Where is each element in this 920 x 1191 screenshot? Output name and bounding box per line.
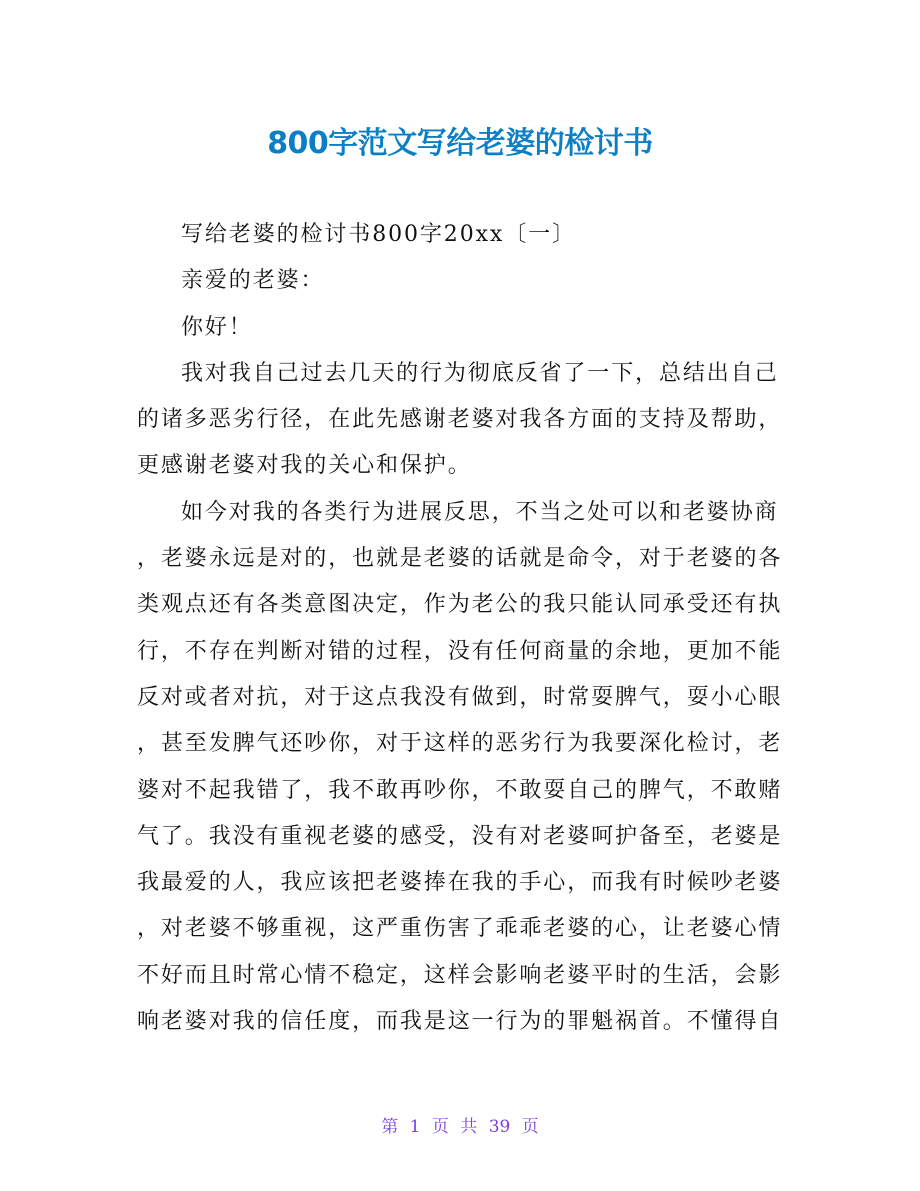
text-line: 我对我自己过去几天的行为彻底反省了一下，总结出自己 <box>181 360 779 386</box>
text-line: 婆对不起我错了，我不敢再吵你，不敢耍自己的脾气，不敢赌 <box>137 777 783 803</box>
text-line: 行，不存在判断对错的过程，没有任何商量的余地，更加不能 <box>137 638 783 664</box>
text-line: ，老婆永远是对的，也就是老婆的话就是命令，对于老婆的各 <box>137 546 783 572</box>
text-line: 你好！ <box>181 314 253 340</box>
text-line: 更感谢老婆对我的关心和保护。 <box>137 453 472 479</box>
text-line: 写给老婆的检讨书800字20xx〔一〕 <box>181 222 576 247</box>
text-line: 亲爱的老婆： <box>181 268 325 294</box>
text-line: 反对或者对抗，对于这点我没有做到，时常耍脾气，耍小心眼 <box>137 684 783 710</box>
text-line: ，甚至发脾气还吵你，对于这样的恶劣行为我要深化检讨，老 <box>137 731 783 757</box>
text-line: 的诸多恶劣行径，在此先感谢老婆对我各方面的支持及帮助， <box>137 407 783 433</box>
text-line: ，对老婆不够重视，这严重伤害了乖乖老婆的心，让老婆心情 <box>137 916 783 942</box>
text-line: 气了。我没有重视老婆的感受，没有对老婆呵护备至，老婆是 <box>137 823 783 849</box>
text-line: 响老婆对我的信任度，而我是这一行为的罪魁祸首。不懂得自 <box>137 1009 783 1035</box>
page-footer: 第 1 页 共 39 页 <box>381 1117 539 1137</box>
text-line: 类观点还有各类意图决定，作为老公的我只能认同承受还有执 <box>137 592 783 618</box>
text-line: 不好而且时常心情不稳定，这样会影响老婆平时的生活，会影 <box>137 962 783 988</box>
text-line: 如今对我的各类行为进展反思，不当之处可以和老婆协商 <box>181 499 779 525</box>
document-title: 800字范文写给老婆的检讨书 <box>267 126 653 161</box>
text-line: 我最爱的人，我应该把老婆捧在我的手心，而我有时候吵老婆 <box>137 870 783 896</box>
document-body <box>137 212 797 1045</box>
